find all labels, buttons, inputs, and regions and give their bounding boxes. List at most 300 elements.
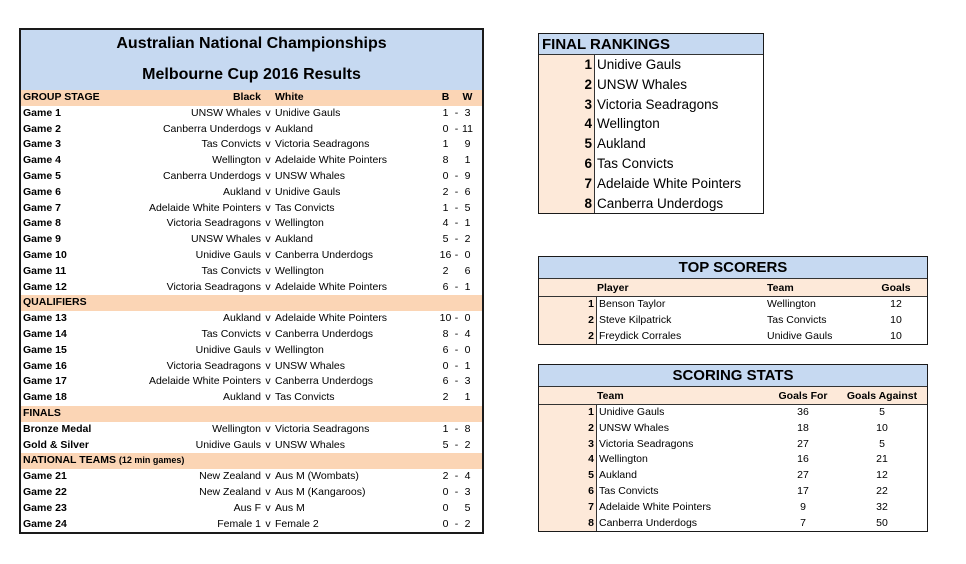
ranking-row bbox=[539, 75, 763, 95]
black-score: 8 bbox=[442, 154, 449, 167]
black-score: 1 bbox=[442, 201, 449, 214]
black-team: Aukland bbox=[223, 391, 261, 404]
game-label: Game 2 bbox=[23, 122, 61, 135]
game-label: Game 22 bbox=[23, 485, 67, 498]
stats-team: Victoria Seadragons bbox=[599, 437, 694, 450]
stats-team: UNSW Whales bbox=[599, 421, 670, 434]
section-label bbox=[21, 90, 113, 106]
score-separator: - bbox=[454, 122, 459, 135]
versus-label: v bbox=[265, 106, 271, 119]
black-score: 6 bbox=[442, 375, 449, 388]
black-score: 5 bbox=[442, 233, 449, 246]
versus-label: v bbox=[265, 343, 271, 356]
score-separator: - bbox=[454, 343, 459, 356]
black-score: 8 bbox=[442, 327, 449, 340]
white-score: 0 bbox=[464, 248, 471, 261]
section-label bbox=[21, 453, 261, 469]
results-header bbox=[21, 30, 482, 90]
ranking-row bbox=[539, 174, 763, 194]
game-row bbox=[21, 185, 482, 201]
stats-team: Canberra Underdogs bbox=[599, 516, 698, 529]
white-team: Canberra Underdogs bbox=[275, 248, 374, 261]
game-row bbox=[21, 422, 482, 438]
game-label: Game 23 bbox=[23, 501, 67, 514]
game-row bbox=[21, 137, 482, 153]
score-separator: - bbox=[454, 233, 459, 246]
white-team: Tas Convicts bbox=[275, 391, 335, 404]
game-label: Game 11 bbox=[23, 264, 67, 277]
top-scorers-title: TOP SCORERS bbox=[539, 257, 927, 279]
versus-label: v bbox=[265, 154, 271, 167]
game-label: Gold & Silver bbox=[23, 438, 89, 451]
game-label: Game 4 bbox=[23, 154, 61, 167]
versus-label: v bbox=[265, 438, 271, 451]
ranking-position: 8 bbox=[539, 194, 595, 214]
score-separator bbox=[452, 264, 461, 280]
black-team: Unidive Gauls bbox=[195, 438, 261, 451]
game-label: Bronze Medal bbox=[23, 422, 92, 435]
game-label: Game 9 bbox=[23, 233, 61, 246]
game-row bbox=[21, 232, 482, 248]
white-score: 11 bbox=[462, 122, 473, 135]
scorer-player: Benson Taylor bbox=[599, 298, 666, 310]
score-separator: - bbox=[454, 422, 459, 435]
top-scorers-column-headers bbox=[539, 279, 927, 297]
black-team: Canberra Underdogs bbox=[162, 169, 261, 182]
stats-goals-for: 16 bbox=[797, 453, 809, 466]
black-score: 0 bbox=[442, 501, 449, 514]
black-score: 4 bbox=[442, 217, 449, 230]
game-score bbox=[431, 485, 482, 501]
game-label: Game 15 bbox=[23, 343, 67, 356]
game-score bbox=[431, 501, 482, 517]
game-score bbox=[431, 106, 482, 122]
white-team: Wellington bbox=[275, 343, 324, 356]
white-team: Victoria Seadragons bbox=[275, 138, 370, 151]
game-score bbox=[431, 137, 482, 153]
scorer-player: Freydick Corrales bbox=[599, 329, 682, 342]
stats-goals-for: 27 bbox=[797, 469, 809, 482]
score-separator: - bbox=[454, 217, 459, 230]
results-subtitle: Melbourne Cup 2016 Results bbox=[142, 66, 361, 83]
score-separator: - bbox=[454, 327, 459, 340]
scorer-row bbox=[539, 313, 927, 329]
black-team: Unidive Gauls bbox=[195, 248, 261, 261]
final-rankings-title: FINAL RANKINGS bbox=[539, 34, 763, 55]
game-label: Game 8 bbox=[23, 217, 61, 230]
game-label: Game 1 bbox=[23, 106, 61, 119]
versus-label: v bbox=[265, 485, 271, 498]
stats-goals-against: 5 bbox=[879, 437, 885, 450]
scorer-team: Wellington bbox=[767, 298, 816, 310]
stats-team: Unidive Gauls bbox=[599, 406, 665, 418]
black-score: 1 bbox=[442, 106, 449, 119]
scorer-goals: 12 bbox=[890, 298, 902, 310]
stats-goals-against: 50 bbox=[876, 516, 888, 529]
game-row bbox=[21, 153, 482, 169]
game-score bbox=[431, 201, 482, 217]
black-score: 6 bbox=[442, 343, 449, 356]
game-row bbox=[21, 390, 482, 406]
game-row bbox=[21, 122, 482, 138]
game-label: Game 10 bbox=[23, 248, 67, 261]
game-row bbox=[21, 106, 482, 122]
section-header-row bbox=[21, 90, 482, 106]
game-label: Game 13 bbox=[23, 312, 67, 325]
black-team: Aukland bbox=[223, 185, 261, 198]
white-team: Aus M bbox=[275, 501, 305, 514]
final-rankings-table bbox=[538, 33, 764, 214]
black-team: Wellington bbox=[212, 154, 261, 167]
stats-row bbox=[539, 405, 927, 421]
black-team: Unidive Gauls bbox=[195, 343, 261, 356]
versus-label: v bbox=[265, 517, 271, 530]
game-score bbox=[431, 122, 482, 138]
game-row bbox=[21, 517, 482, 533]
ranking-row bbox=[539, 154, 763, 174]
black-column-header: Black bbox=[232, 91, 261, 103]
black-team: New Zealand bbox=[199, 485, 261, 498]
stats-team: Tas Convicts bbox=[599, 484, 659, 497]
stats-row bbox=[539, 500, 927, 516]
scorer-player: Steve Kilpatrick bbox=[599, 313, 672, 326]
game-label: Game 12 bbox=[23, 280, 67, 293]
game-score bbox=[431, 422, 482, 438]
section-title: NATIONAL TEAMS bbox=[23, 454, 116, 467]
white-score: 0 bbox=[464, 312, 471, 325]
game-score bbox=[431, 280, 482, 296]
black-score: 2 bbox=[442, 391, 449, 404]
results-body bbox=[21, 90, 482, 532]
white-team: Victoria Seadragons bbox=[275, 422, 370, 435]
ranking-row bbox=[539, 55, 763, 75]
game-label: Game 16 bbox=[23, 359, 67, 372]
black-score: 2 bbox=[442, 470, 449, 483]
game-score bbox=[431, 232, 482, 248]
stats-row bbox=[539, 437, 927, 453]
white-team: Canberra Underdogs bbox=[275, 375, 374, 388]
ranking-team: Canberra Underdogs bbox=[597, 195, 724, 211]
score-separator: - bbox=[454, 106, 459, 119]
black-score: 0 bbox=[442, 122, 449, 135]
versus-label: v bbox=[265, 312, 271, 325]
game-row bbox=[21, 485, 482, 501]
game-score bbox=[431, 264, 482, 280]
vs-spacer bbox=[261, 90, 275, 106]
game-label: Game 7 bbox=[23, 201, 61, 214]
ranking-position: 4 bbox=[539, 114, 595, 134]
black-score: 0 bbox=[442, 485, 449, 498]
black-score: 2 bbox=[442, 185, 449, 198]
score-separator: - bbox=[454, 359, 459, 372]
white-team: UNSW Whales bbox=[275, 359, 346, 372]
game-row bbox=[21, 248, 482, 264]
stats-goals-against: 21 bbox=[876, 453, 888, 466]
versus-label: v bbox=[265, 217, 271, 230]
stats-goals-against: 5 bbox=[879, 406, 885, 418]
black-score: 6 bbox=[442, 280, 449, 293]
ranking-position: 1 bbox=[539, 55, 595, 75]
section-note: (12 min games) bbox=[118, 455, 185, 466]
game-label: Game 24 bbox=[23, 517, 67, 530]
ranking-position: 7 bbox=[539, 174, 595, 194]
scorer-goals: 10 bbox=[890, 313, 902, 326]
stats-rank: 8 bbox=[539, 516, 597, 532]
white-score: 4 bbox=[464, 327, 471, 340]
white-team: Adelaide White Pointers bbox=[275, 154, 388, 167]
stats-rank: 4 bbox=[539, 452, 597, 468]
game-row bbox=[21, 438, 482, 454]
white-team: Aukland bbox=[275, 122, 313, 135]
ranking-position: 2 bbox=[539, 75, 595, 95]
black-team: Adelaide White Pointers bbox=[148, 375, 261, 388]
black-team: Tas Convicts bbox=[201, 138, 261, 151]
top-scorers-body bbox=[539, 297, 927, 344]
scoring-stats-title: SCORING STATS bbox=[539, 365, 927, 387]
score-separator: - bbox=[454, 201, 459, 214]
black-team: Victoria Seadragons bbox=[166, 217, 261, 230]
score-column-header bbox=[431, 90, 482, 106]
versus-label: v bbox=[265, 169, 271, 182]
game-score bbox=[431, 185, 482, 201]
stats-rank: 6 bbox=[539, 484, 597, 500]
game-label: Game 5 bbox=[23, 169, 61, 182]
game-score bbox=[431, 169, 482, 185]
versus-label: v bbox=[265, 391, 271, 404]
ranking-team: Unidive Gauls bbox=[597, 57, 682, 72]
section-title: FINALS bbox=[23, 406, 61, 419]
white-team: Aus M (Wombats) bbox=[275, 470, 359, 483]
versus-label: v bbox=[265, 233, 271, 246]
white-team: UNSW Whales bbox=[275, 438, 346, 451]
results-title: Australian National Championships bbox=[116, 35, 387, 52]
versus-label: v bbox=[265, 248, 271, 261]
game-score bbox=[431, 374, 482, 390]
ranking-position: 3 bbox=[539, 95, 595, 115]
game-row bbox=[21, 216, 482, 232]
black-team: Victoria Seadragons bbox=[166, 359, 261, 372]
stats-row bbox=[539, 484, 927, 500]
white-team: Canberra Underdogs bbox=[275, 327, 374, 340]
white-score: 3 bbox=[464, 375, 471, 388]
white-score: 2 bbox=[464, 438, 471, 451]
white-team: Adelaide White Pointers bbox=[275, 280, 388, 293]
scoring-stats-body bbox=[539, 405, 927, 531]
score-separator: - bbox=[454, 470, 459, 483]
white-team: Female 2 bbox=[275, 517, 319, 530]
white-team: Wellington bbox=[275, 264, 324, 277]
ranking-position: 5 bbox=[539, 134, 595, 154]
scorer-team: Tas Convicts bbox=[767, 313, 827, 326]
scorer-goals: 10 bbox=[890, 329, 902, 342]
final-rankings-body bbox=[539, 55, 763, 213]
ranking-team: Wellington bbox=[597, 116, 660, 132]
white-team: UNSW Whales bbox=[275, 169, 346, 182]
score-separator bbox=[452, 501, 461, 517]
game-score bbox=[431, 469, 482, 485]
stats-rank: 5 bbox=[539, 468, 597, 484]
score-separator: - bbox=[454, 517, 459, 530]
rank-header bbox=[539, 387, 597, 404]
black-score: 0 bbox=[442, 169, 449, 182]
score-separator: - bbox=[454, 485, 459, 498]
stats-goals-for: 18 bbox=[797, 421, 809, 434]
game-score bbox=[431, 153, 482, 169]
stats-rank: 7 bbox=[539, 500, 597, 516]
game-score bbox=[431, 359, 482, 375]
stats-rank: 1 bbox=[539, 405, 597, 421]
black-team: Canberra Underdogs bbox=[162, 122, 261, 135]
versus-label: v bbox=[265, 122, 271, 135]
score-separator: - bbox=[454, 185, 459, 198]
white-score: 3 bbox=[464, 485, 471, 498]
stats-team: Aukland bbox=[599, 469, 637, 482]
ranking-position: 6 bbox=[539, 154, 595, 174]
game-row bbox=[21, 280, 482, 296]
goals-header: Goals bbox=[881, 282, 911, 294]
ranking-row bbox=[539, 114, 763, 134]
black-score: 16 bbox=[439, 248, 452, 261]
section-header-row bbox=[21, 406, 482, 422]
versus-label: v bbox=[265, 470, 271, 483]
score-separator bbox=[452, 153, 461, 169]
section-label bbox=[21, 406, 261, 422]
black-team: Wellington bbox=[212, 422, 261, 435]
white-team: Aukland bbox=[275, 233, 313, 246]
black-team: Aukland bbox=[223, 312, 261, 325]
score-separator: - bbox=[454, 280, 459, 293]
game-row bbox=[21, 374, 482, 390]
game-score bbox=[431, 216, 482, 232]
score-separator: - bbox=[454, 375, 459, 388]
scorer-row bbox=[539, 329, 927, 345]
scorer-rank: 1 bbox=[539, 297, 597, 313]
scorer-team: Unidive Gauls bbox=[767, 329, 833, 342]
white-score: 1 bbox=[464, 154, 471, 167]
ranking-team: UNSW Whales bbox=[597, 76, 688, 92]
black-score: 0 bbox=[442, 359, 449, 372]
ranking-row bbox=[539, 95, 763, 115]
black-score: 1 bbox=[442, 422, 449, 435]
stats-row bbox=[539, 516, 927, 532]
rank-header bbox=[539, 279, 597, 296]
stats-row bbox=[539, 421, 927, 437]
versus-label: v bbox=[265, 327, 271, 340]
scorer-row bbox=[539, 297, 927, 313]
versus-label: v bbox=[265, 185, 271, 198]
section-title: GROUP STAGE bbox=[23, 91, 100, 103]
stats-goals-against: 10 bbox=[876, 421, 888, 434]
white-score: 5 bbox=[464, 201, 471, 214]
game-label: Game 17 bbox=[23, 375, 67, 388]
scoring-stats-column-headers bbox=[539, 387, 927, 405]
white-team: Tas Convicts bbox=[275, 201, 335, 214]
stats-goals-for: 7 bbox=[800, 516, 806, 529]
game-row bbox=[21, 359, 482, 375]
white-team: Wellington bbox=[275, 217, 324, 230]
score-separator: - bbox=[454, 312, 459, 325]
stats-goals-against: 12 bbox=[876, 469, 888, 482]
stats-team: Wellington bbox=[599, 453, 648, 466]
versus-label: v bbox=[265, 375, 271, 388]
stats-goals-for: 17 bbox=[797, 484, 809, 497]
score-separator bbox=[452, 137, 461, 153]
white-score: 8 bbox=[464, 422, 471, 435]
game-label: Game 14 bbox=[23, 327, 67, 340]
game-score bbox=[431, 248, 482, 264]
game-row bbox=[21, 264, 482, 280]
white-score: 0 bbox=[464, 343, 471, 356]
ranking-row bbox=[539, 134, 763, 154]
versus-label: v bbox=[265, 201, 271, 214]
ranking-team: Adelaide White Pointers bbox=[597, 175, 742, 191]
black-team: Tas Convicts bbox=[201, 327, 261, 340]
black-team: Tas Convicts bbox=[201, 264, 261, 277]
white-score: 4 bbox=[464, 470, 471, 483]
white-score: 9 bbox=[464, 169, 471, 182]
white-score: 1 bbox=[464, 217, 471, 230]
white-column-header: White bbox=[275, 91, 304, 103]
game-row bbox=[21, 169, 482, 185]
w-column-header: W bbox=[462, 91, 473, 103]
game-score bbox=[431, 517, 482, 533]
section-label bbox=[21, 295, 261, 311]
player-header: Player bbox=[597, 282, 629, 294]
ranking-team: Tas Convicts bbox=[597, 155, 674, 171]
game-row bbox=[21, 201, 482, 217]
game-label: Game 6 bbox=[23, 185, 61, 198]
game-row bbox=[21, 327, 482, 343]
white-team: Unidive Gauls bbox=[275, 185, 341, 198]
game-label: Game 21 bbox=[23, 470, 67, 483]
black-team: UNSW Whales bbox=[190, 233, 261, 246]
scoring-stats-table bbox=[538, 364, 928, 532]
black-score: 1 bbox=[442, 138, 449, 151]
goals-against-header: Goals Against bbox=[846, 390, 918, 402]
versus-label: v bbox=[265, 359, 271, 372]
ranking-team: Aukland bbox=[597, 136, 646, 152]
stats-rank: 2 bbox=[539, 421, 597, 437]
versus-label: v bbox=[265, 422, 271, 435]
game-row bbox=[21, 501, 482, 517]
white-score: 2 bbox=[464, 517, 471, 530]
versus-label: v bbox=[265, 501, 271, 514]
versus-label: v bbox=[265, 264, 271, 277]
game-label: Game 18 bbox=[23, 391, 67, 404]
game-row bbox=[21, 311, 482, 327]
game-score bbox=[431, 327, 482, 343]
stats-goals-for: 36 bbox=[797, 406, 809, 418]
white-score: 9 bbox=[464, 138, 471, 151]
white-score: 2 bbox=[464, 233, 471, 246]
black-team: Adelaide White Pointers bbox=[148, 201, 261, 214]
stats-goals-for: 27 bbox=[797, 437, 809, 450]
white-team: Unidive Gauls bbox=[275, 106, 341, 119]
stats-goals-for: 9 bbox=[800, 500, 806, 513]
black-score: 2 bbox=[442, 264, 449, 277]
black-team: Victoria Seadragons bbox=[166, 280, 261, 293]
section-title: QUALIFIERS bbox=[23, 296, 87, 309]
white-score: 6 bbox=[464, 185, 471, 198]
white-score: 1 bbox=[464, 280, 471, 293]
versus-label: v bbox=[265, 280, 271, 293]
scorer-rank: 2 bbox=[539, 313, 597, 329]
black-score: 5 bbox=[442, 438, 449, 451]
stats-goals-against: 22 bbox=[876, 484, 888, 497]
stats-goals-against: 32 bbox=[876, 500, 888, 513]
white-score: 3 bbox=[464, 106, 471, 119]
stats-team: Adelaide White Pointers bbox=[599, 500, 712, 513]
